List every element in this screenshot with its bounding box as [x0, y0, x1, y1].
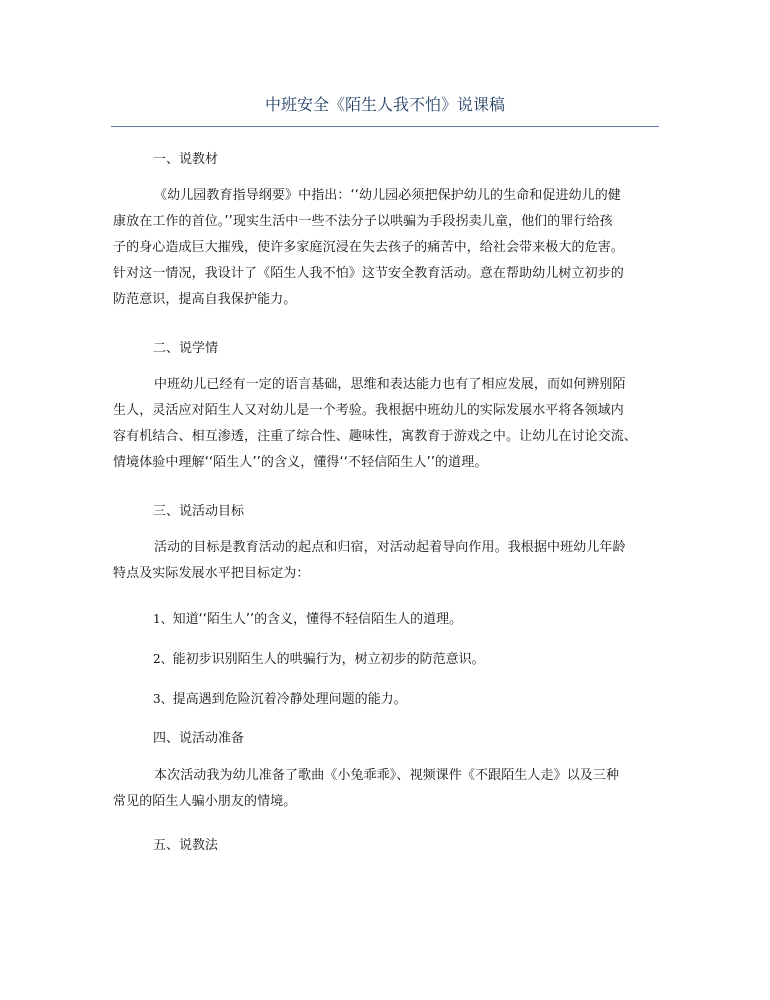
paragraph-line: 防范意识，提高自我保护能力。 — [113, 292, 297, 307]
paragraph-line: 中班幼儿已经有一定的语言基础，思维和表达能力也有了相应发展，而如何辨别陌 — [154, 377, 626, 392]
paragraph-line: 情境体验中理解‘‘陌生人’’的含义，懂得‘‘不轻信陌生人’’的道理。 — [113, 455, 488, 470]
goal-text: 知道‘‘陌生人’’的含义，懂得不轻信陌生人的道理。 — [172, 612, 463, 627]
section-heading: 五、说教法 — [153, 838, 219, 853]
paragraph-line: 活动的目标是教育活动的起点和归宿，对活动起着导向作用。我根据中班幼儿年龄 — [154, 540, 626, 555]
goal-text: 提高遇到危险沉着冷静处理问题的能力。 — [172, 692, 407, 707]
goal-item — [153, 649, 485, 670]
goal-number: 3、 — [153, 692, 173, 706]
paragraph-line: 本次活动我为幼儿准备了歌曲《小兔乖乖》、视频课件《不跟陌生人走》以及三种 — [154, 768, 620, 783]
paragraph-line: 子的身心造成巨大摧残，使许多家庭沉浸在失去孩子的痛苦中，给社会带来极大的危害。 — [113, 240, 624, 255]
paragraph-line: 容有机结合、相互渗透，注重了综合性、趣味性，寓教育于游戏之中。让幼儿在讨论交流、 — [113, 429, 638, 444]
section-heading: 一、说教材 — [153, 152, 219, 167]
section-heading: 三、说活动目标 — [153, 504, 245, 519]
section-paragraph — [113, 372, 658, 476]
paragraph-line: 康放在工作的首位。’’现实生活中一些不法分子以哄骗为手段拐卖儿童，他们的罪行给孩 — [113, 214, 613, 229]
goal-number: 2、 — [153, 652, 173, 666]
section-heading: 四、说活动准备 — [153, 731, 245, 746]
goal-item — [153, 689, 407, 710]
paragraph-line: 针对这一情况，我设计了《陌生人我不怕》这节安全教育活动。意在帮助幼儿树立初步的 — [113, 266, 624, 281]
goal-text: 能初步识别陌生人的哄骗行为，树立初步的防范意识。 — [172, 652, 485, 667]
paragraph-line: 常见的陌生人骗小朋友的情境。 — [113, 794, 297, 809]
paragraph-line: 生人，灵活应对陌生人又对幼儿是一个考验。我根据中班幼儿的实际发展水平将各领域内 — [113, 403, 624, 418]
document-title: 中班安全《陌生人我不怕》说课稿 — [264, 95, 505, 114]
section-paragraph — [113, 763, 658, 815]
section-paragraph — [113, 183, 658, 313]
section-heading: 二、说学情 — [153, 341, 219, 356]
goal-item — [153, 609, 462, 630]
title-underline — [111, 126, 659, 127]
paragraph-line: 《幼儿园教育指导纲要》中指出：‘‘幼儿园必须把保护幼儿的生命和促进幼儿的健 — [154, 188, 621, 203]
paragraph-line: 特点及实际发展水平把目标定为： — [113, 566, 310, 581]
section-paragraph — [113, 535, 658, 587]
goal-number: 1、 — [153, 612, 173, 626]
